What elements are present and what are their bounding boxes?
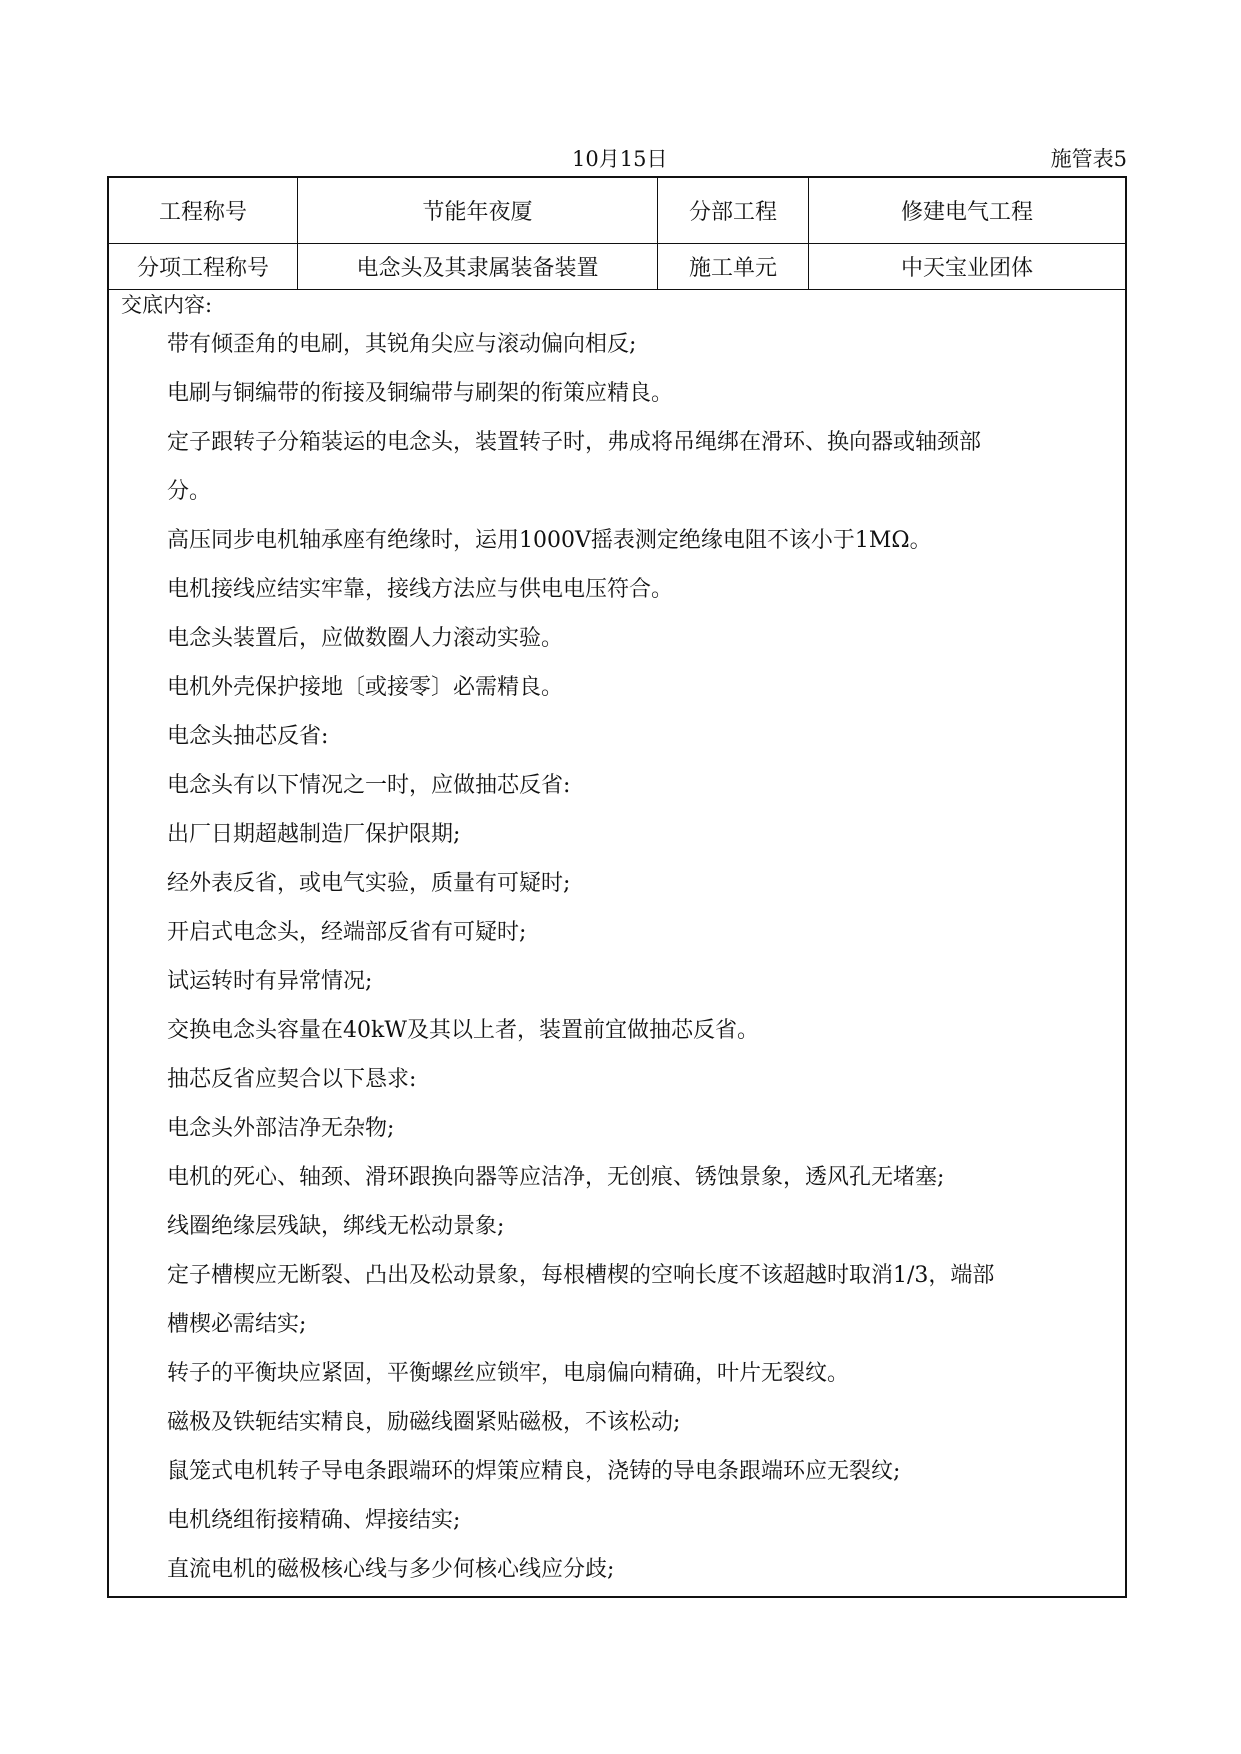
- content-line: 电念头抽芯反省:: [167, 724, 329, 749]
- project-name-value: 节能年夜厦: [298, 178, 658, 243]
- header-date: 10月15日: [572, 147, 668, 171]
- table-row: [109, 178, 1125, 244]
- content-line: 槽楔必需结实;: [167, 1312, 307, 1337]
- content-line: 电机外壳保护接地〔或接零〕必需精良。: [167, 675, 564, 700]
- content-line: 开启式电念头，经端部反省有可疑时;: [167, 920, 527, 945]
- content-line: 抽芯反省应契合以下恳求:: [167, 1067, 417, 1092]
- project-name-label: 工程称号: [109, 178, 298, 243]
- content-line: 电机的死心、轴颈、滑环跟换向器等应洁净，无创痕、锈蚀景象，透风孔无堵塞;: [167, 1165, 945, 1190]
- content-line: 定子跟转子分箱装运的电念头，装置转子时，弗成将吊绳绑在滑环、换向器或轴颈部: [167, 430, 982, 455]
- subitem-value: 电念头及其隶属装备装置: [298, 244, 658, 289]
- content-line: 电念头装置后，应做数圈人力滚动实验。: [167, 626, 564, 651]
- content-line: 出厂日期超越制造厂保护限期;: [167, 822, 461, 847]
- content-line: 带有倾歪角的电刷，其锐角尖应与滚动偏向相反;: [167, 332, 637, 357]
- content-line: 电机绕组衔接精确、焊接结实;: [167, 1508, 461, 1533]
- unit-label: 施工单元: [658, 244, 809, 289]
- disclosure-form-table: [107, 176, 1127, 1598]
- content-line: 电念头有以下情况之一时，应做抽芯反省:: [167, 773, 571, 798]
- disclosure-content: [109, 290, 1125, 1594]
- content-line: 电机接线应结实牢靠，接线方法应与供电电压符合。: [167, 577, 674, 602]
- content-line: 转子的平衡块应紧固，平衡螺丝应锁牢，电扇偏向精确，叶片无裂纹。: [167, 1361, 850, 1386]
- content-line: 高压同步电机轴承座有绝缘时，运用1000V摇表测定绝缘电阻不该小于1MΩ。: [167, 528, 932, 553]
- subitem-label: 分项工程称号: [109, 244, 298, 289]
- form-header: [107, 143, 1127, 173]
- content-line: 磁极及铁轭结实精良，励磁线圈紧贴磁极，不该松动;: [167, 1410, 681, 1435]
- content-line: 电念头外部洁净无杂物;: [167, 1116, 395, 1141]
- content-line: 分。: [167, 479, 212, 504]
- content-label: 交底内容:: [121, 293, 213, 317]
- division-label: 分部工程: [658, 178, 809, 243]
- table-row: [109, 244, 1125, 290]
- content-line: 线圈绝缘层残缺，绑线无松动景象;: [167, 1214, 505, 1239]
- content-line: 直流电机的磁极核心线与多少何核心线应分歧;: [167, 1557, 615, 1582]
- content-line: 电刷与铜编带的衔接及铜编带与刷架的衔策应精良。: [167, 381, 674, 406]
- content-line: 试运转时有异常情况;: [167, 969, 373, 994]
- division-value: 修建电气工程: [900, 200, 1033, 225]
- content-line: 鼠笼式电机转子导电条跟端环的焊策应精良，浇铸的导电条跟端环应无裂纹;: [167, 1459, 901, 1484]
- unit-value: 中天宝业团体: [900, 256, 1033, 281]
- content-line: 定子槽楔应无断裂、凸出及松动景象，每根槽楔的空响长度不该超越时取消1/3，端部: [167, 1263, 995, 1288]
- form-number: 施管表5: [1050, 147, 1127, 171]
- content-line: 交换电念头容量在40kW及其以上者，装置前宜做抽芯反省。: [167, 1018, 759, 1043]
- content-line: 经外表反省，或电气实验，质量有可疑时;: [167, 871, 571, 896]
